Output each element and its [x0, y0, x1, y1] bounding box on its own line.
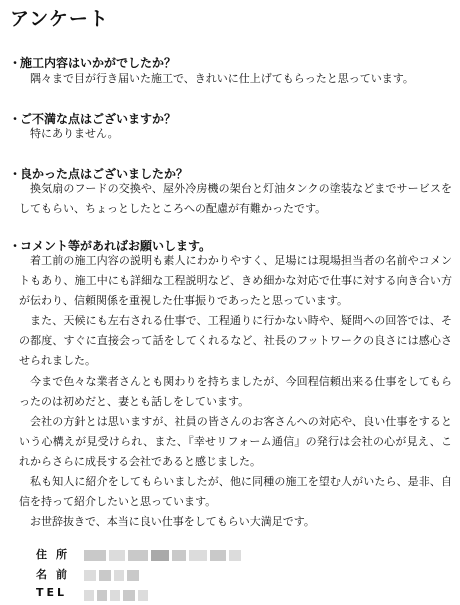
question-text: 良かった点はございましたか？ [20, 167, 189, 181]
answer-1 [19, 69, 452, 89]
question-text: 施工内容はいかがでしたか？ [20, 56, 177, 70]
answer-paragraph: 特にありません。 [30, 127, 119, 140]
answer-paragraph: また、天候にも左右される仕事で、工程通りに行かない時や、疑問への回答では、その都度、すぐに直接会って話をしてくれるなど、社長のフットワークの良さには感心させられました。 [19, 314, 452, 368]
tel-label: TEL [36, 586, 68, 599]
bullet: ・ [9, 56, 22, 70]
question-text: コメント等があればお願いします。 [20, 239, 212, 253]
tel-redacted [84, 586, 151, 597]
answer-3 [19, 179, 452, 218]
answer-paragraph: 着工前の施工内容の説明も素人にわかりやすく、足場には現場担当者の名前やコメントもあり、施工中にも詳細な工程説明など、きめ細かな対応で仕事に対する向き合い方が伝わり、信頼関係を重視した仕事振りであったと思っています。 [19, 254, 452, 308]
bullet: ・ [9, 239, 22, 253]
answer-2 [19, 124, 452, 144]
name-label: 名前 [36, 568, 76, 581]
bullet: ・ [9, 167, 22, 181]
answer-4 [19, 251, 452, 532]
page-title: アンケート [10, 8, 109, 30]
name-redacted [84, 566, 142, 577]
answer-paragraph: 今まで色々な業者さんとも関わりを持ちましたが、今回程信頼出来る仕事をしてもらったのは初めだと、妻とも話しをしています。 [19, 374, 452, 408]
address-redacted [84, 546, 244, 557]
answer-paragraph: 会社の方針とは思いますが、社員の皆さんのお客さんへの対応や、良い仕事をするという心構えが見受けられ、また、『幸せリフォーム通信』の発行は会社の心が見え、これからさらに成長する会社であると感じました。 [19, 414, 452, 468]
bullet: ・ [9, 112, 22, 126]
answer-paragraph: 換気扇のフードの交換や、屋外冷房機の架台と灯油タンクの塗装などまでサービスをしてもらい、ちょっとしたところへの配慮が有難かったです。 [19, 182, 452, 215]
answer-paragraph: 隅々まで目が行き届いた施工で、きれいに仕上げてもらったと思っています。 [30, 72, 414, 85]
question-text: ご不満な点はございますか？ [20, 112, 177, 126]
address-label: 住所 [36, 548, 76, 561]
answer-paragraph: お世辞抜きで、本当に良い仕事をしてもらい大満足です。 [30, 515, 315, 529]
answer-paragraph: 私も知人に紹介をしてもらいましたが、他に同種の施工を望む人がいたら、是非、自信を持って紹介したいと思っています。 [19, 475, 452, 509]
